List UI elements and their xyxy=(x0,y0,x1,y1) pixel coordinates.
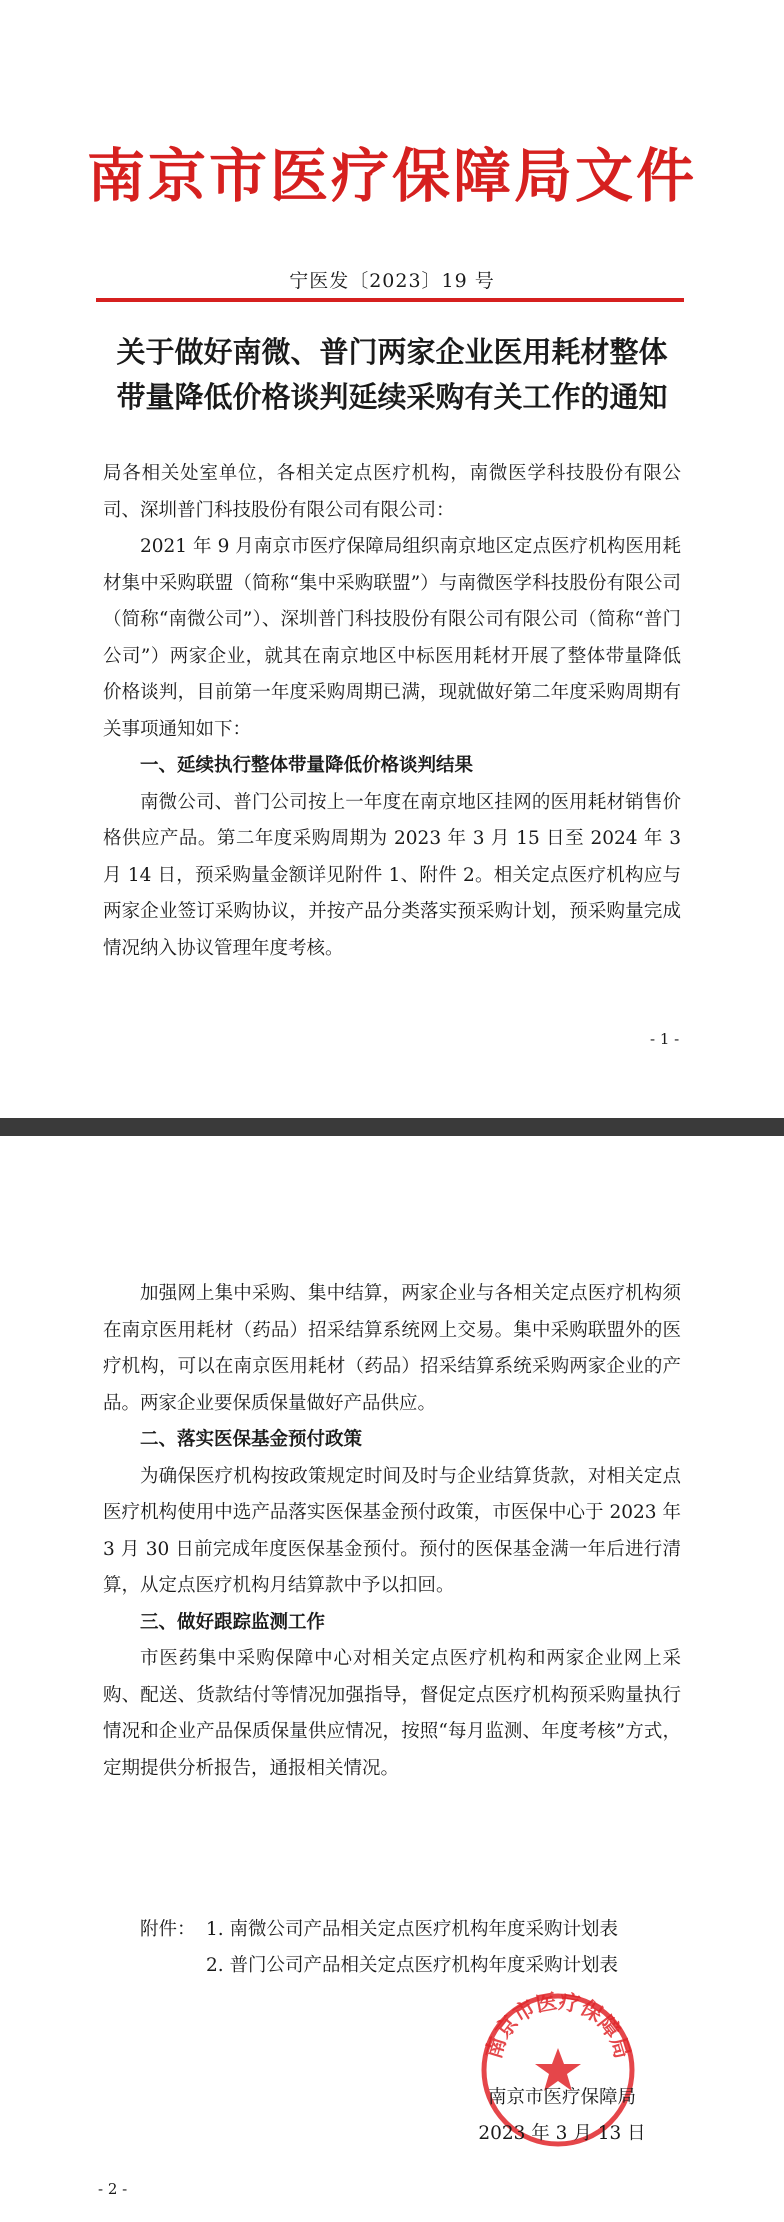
page1-body xyxy=(103,456,681,967)
addressee: 局各相关处室单位，各相关定点医疗机构，南微医学科技股份有限公司、深圳普门科技股份有限公司有限公司： xyxy=(103,463,681,521)
attachment-item-1: 1. 南微公司产品相关定点医疗机构年度采购计划表 xyxy=(206,1919,619,1940)
section2-heading: 二、落实医保基金预付政策 xyxy=(140,1429,363,1450)
page2-body xyxy=(103,1276,681,1787)
section3-heading: 三、做好跟踪监测工作 xyxy=(140,1611,326,1633)
page-number-1: - 1 - xyxy=(650,1030,680,1048)
title-line-1: 关于做好南微、普门两家企业医用耗材整体 xyxy=(116,335,668,369)
signature-block xyxy=(462,2080,662,2152)
page-separator xyxy=(0,1118,784,1136)
intro-paragraph: 2021 年 9 月南京市医疗保障局组织南京地区定点医疗机构医用耗材集中采购联盟（简称“集中采购联盟”）与南微医学科技股份有限公司（简称“南微公司”）、深圳普门科技股份有限公司有限公司（简称“普门公司”）两家企业，就其在南京地区中标医用耗材开展了整体带量降低价格谈判，目前第一年度采购周期已满，现就做好第二年度采购周期有关事项通知如下： xyxy=(103,536,681,740)
document-title xyxy=(60,330,724,420)
seal-text: 南京市医疗保障局 xyxy=(480,1990,636,2062)
section1-text: 南微公司、普门公司按上一年度在南京地区挂网的医用耗材销售价格供应产品。第二年度采购周期为 2023 年 3 月 15 日至 2024 年 3 月 14 日，预采购量金额详见附件 1、附件 2。相关定点医疗机构应与两家企业签订采购协议，并按产品分类落实预采购计划，预采购量完成情况纳入协议管理年度考核。 xyxy=(103,791,681,959)
red-separator-line xyxy=(96,298,684,302)
document-header: 南京市医疗保障局文件 xyxy=(86,142,697,210)
issuer-name: 南京市医疗保障局 xyxy=(487,2087,636,2108)
attachments xyxy=(140,1912,618,1984)
issue-date: 2023 年 3 月 13 日 xyxy=(478,2123,646,2144)
section2-text: 为确保医疗机构按政策规定时间及时与企业结算货款，对相关定点医疗机构使用中选产品落实医保基金预付政策，市医保中心于 2023 年 3 月 30 日前完成年度医保基金预付。预付的医保基金满一年后进行清算，从定点医疗机构月结算款中予以扣回。 xyxy=(103,1465,681,1596)
page-number-2: - 2 - xyxy=(98,2180,128,2198)
title-line-2: 带量降低价格谈判延续采购有关工作的通知 xyxy=(116,380,668,414)
document-number: 宁医发〔2023〕19 号 xyxy=(289,270,495,292)
section1-heading: 一、延续执行整体带量降低价格谈判结果 xyxy=(140,755,474,776)
page2-paragraph-1: 加强网上集中采购、集中结算，两家企业与各相关定点医疗机构须在南京医用耗材（药品）招采结算系统网上交易。集中采购联盟外的医疗机构，可以在南京医用耗材（药品）招采结算系统采购两家企业的产品。两家企业要保质保量做好产品供应。 xyxy=(103,1283,681,1414)
section3-text: 市医药集中采购保障中心对相关定点医疗机构和两家企业网上采购、配送、货款结付等情况加强指导，督促定点医疗机构预采购量执行情况和企业产品保质保量供应情况，按照“每月监测、年度考核”方式，定期提供分析报告，通报相关情况。 xyxy=(103,1648,681,1779)
attachment-label: 附件： xyxy=(140,1919,196,1940)
attachment-item-2: 2. 普门公司产品相关定点医疗机构年度采购计划表 xyxy=(206,1955,619,1976)
